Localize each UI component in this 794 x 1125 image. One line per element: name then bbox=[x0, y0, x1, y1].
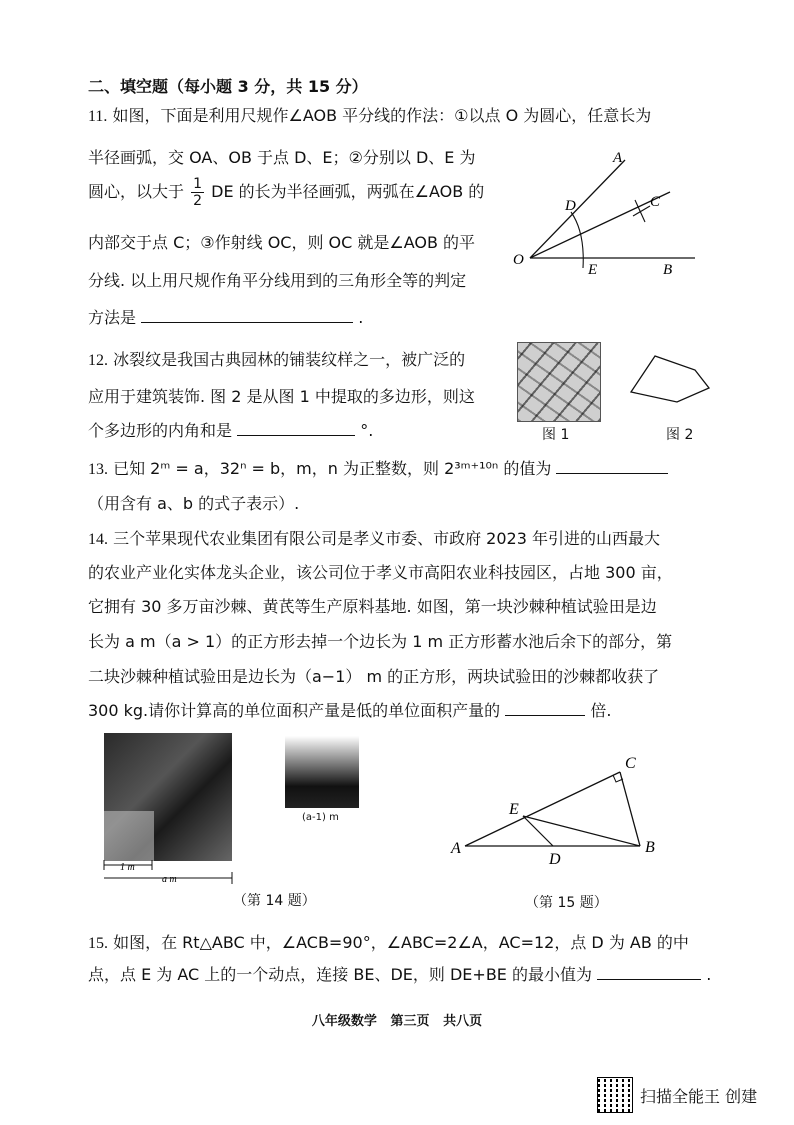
arc-c-1 bbox=[635, 200, 645, 222]
q12-text-3a: 个多边形的内角和是 bbox=[88, 421, 233, 440]
q11-fraction-num: 1 bbox=[193, 176, 203, 192]
q11-line-4: 内部交于点 C；③作射线 OC，则 OC 就是∠AOB 的平 bbox=[88, 233, 476, 252]
field-2-photo bbox=[285, 736, 359, 808]
label-1m: 1 m bbox=[120, 862, 135, 873]
side-cb bbox=[620, 772, 640, 846]
q13-answer-blank[interactable] bbox=[556, 459, 668, 474]
q14-text-6a: 300 kg.请你计算高的单位面积产量是低的单位面积产量的 bbox=[88, 701, 501, 720]
q13-number: 13. bbox=[88, 461, 108, 478]
q14-text-1: 三个苹果现代农业集团有限公司是孝义市委、市政府 2023 年引进的山西最大 bbox=[113, 529, 660, 548]
q15-caption: （第 15 题） bbox=[525, 895, 608, 911]
scanner-watermark: 扫描全能王 创建 bbox=[640, 1087, 758, 1106]
q12-line-3 bbox=[88, 418, 373, 441]
q15-text-2b: . bbox=[706, 965, 712, 984]
q12-text-1: 冰裂纹是我国古典园林的铺装纹样之一，被广泛的 bbox=[113, 350, 466, 369]
q14-line-5: 二块沙棘种植试验田是边长为（a−1） m 的正方形，两块试验田的沙棘都收获了 bbox=[88, 667, 660, 686]
q15-text-1: 如图，在 Rt△ABC 中，∠ACB=90°，∠ABC=2∠A，AC=12，点 D 为 AB 的中 bbox=[113, 933, 689, 952]
q11-number: 11. bbox=[88, 108, 108, 125]
q11-answer-blank[interactable] bbox=[141, 308, 353, 323]
label-am: a m bbox=[162, 874, 177, 884]
q14-line-6 bbox=[88, 698, 611, 721]
q11-line-1 bbox=[88, 103, 651, 126]
label-d: D bbox=[549, 851, 561, 868]
field-1-dimensions bbox=[100, 860, 240, 884]
ray-oc bbox=[530, 192, 670, 258]
q15-line-1 bbox=[88, 930, 689, 953]
ice-crack-photo bbox=[517, 342, 601, 422]
q14-caption: （第 14 题） bbox=[233, 893, 316, 909]
fig1-caption: 图 1 bbox=[542, 427, 570, 443]
label-c: C bbox=[650, 194, 661, 210]
q12-line-2: 应用于建筑装饰. 图 2 是从图 1 中提取的多边形，则这 bbox=[88, 387, 475, 406]
polygon-figure bbox=[625, 350, 715, 410]
polygon-shape bbox=[631, 356, 709, 402]
q15-line-2 bbox=[88, 962, 711, 985]
section-heading: 二、填空题（每小题 3 分，共 15 分） bbox=[88, 77, 368, 96]
segment-be bbox=[523, 816, 640, 846]
label-a: A bbox=[451, 840, 461, 857]
field-1-photo bbox=[104, 733, 232, 861]
q13-line-1 bbox=[88, 456, 668, 479]
q11-line-5: 分线. 以上用尺规作角平分线用到的三角形全等的判定 bbox=[88, 271, 467, 290]
q12-line-1 bbox=[88, 347, 465, 370]
label-d: D bbox=[565, 198, 576, 214]
q11-text-3a: 圆心，以大于 bbox=[88, 182, 185, 201]
label-a-minus-1m: (a-1) m bbox=[302, 812, 339, 823]
q14-line-1 bbox=[88, 526, 660, 549]
ray-oa bbox=[530, 160, 625, 258]
arc-de bbox=[571, 212, 583, 268]
label-e: E bbox=[509, 801, 519, 818]
q13-line-2: （用含有 a、b 的式子表示）. bbox=[88, 494, 300, 513]
q13-text-1: 已知 2ᵐ = a，32ⁿ = b，m，n 为正整数，则 2³ᵐ⁺¹⁰ⁿ 的值为 bbox=[113, 459, 552, 478]
q11-line-3 bbox=[88, 176, 484, 209]
label-c: C bbox=[625, 755, 636, 772]
label-a: A bbox=[613, 150, 623, 166]
q14-number: 14. bbox=[88, 531, 108, 548]
q15-number: 15. bbox=[88, 935, 108, 952]
q11-fraction bbox=[191, 176, 204, 209]
label-b: B bbox=[663, 262, 673, 278]
q15-triangle-figure bbox=[445, 752, 675, 872]
label-e: E bbox=[588, 262, 598, 278]
q11-text-6a: 方法是 bbox=[88, 308, 137, 327]
q11-line-6 bbox=[88, 305, 363, 328]
q14-answer-blank[interactable] bbox=[505, 701, 585, 716]
fig2-caption: 图 2 bbox=[666, 427, 694, 443]
q14-text-6b: 倍. bbox=[590, 701, 612, 720]
q11-angle-figure bbox=[505, 150, 705, 280]
q15-answer-blank[interactable] bbox=[597, 965, 701, 980]
q11-line-2: 半径画弧，交 OA、OB 于点 D、E；②分别以 D、E 为 bbox=[88, 148, 476, 167]
label-o: O bbox=[513, 252, 524, 268]
qr-code-icon bbox=[597, 1077, 633, 1113]
q15-text-2: 点，点 E 为 AC 上的一个动点，连接 BE、DE，则 DE+BE 的最小值为 bbox=[88, 965, 592, 984]
q11-text-6b: . bbox=[358, 308, 364, 327]
page-footer: 八年级数学 第三页 共八页 bbox=[311, 1014, 483, 1029]
q12-answer-blank[interactable] bbox=[237, 421, 355, 436]
q11-text-1: 如图，下面是利用尺规作∠AOB 平分线的作法：①以点 O 为圆心，任意长为 bbox=[112, 106, 652, 125]
q12-number: 12. bbox=[88, 352, 108, 369]
q11-fraction-den: 2 bbox=[193, 193, 203, 209]
q11-text-3b: DE 的长为半径画弧，两弧在∠AOB 的 bbox=[211, 182, 485, 201]
label-b: B bbox=[645, 839, 655, 856]
q14-line-2: 的农业产业化实体龙头企业，该公司位于孝义市高阳农业科技园区，占地 300 亩， bbox=[88, 563, 673, 582]
q14-line-3: 它拥有 30 多万亩沙棘、黄芪等生产原料基地. 如图，第一块沙棘种植试验田是边 bbox=[88, 597, 657, 616]
q12-text-3b: °. bbox=[360, 421, 374, 440]
water-pool bbox=[104, 811, 154, 861]
segment-de bbox=[523, 816, 553, 846]
q14-line-4: 长为 a m（a > 1）的正方形去掉一个边长为 1 m 正方形蓄水池后余下的部分，第 bbox=[88, 632, 673, 651]
